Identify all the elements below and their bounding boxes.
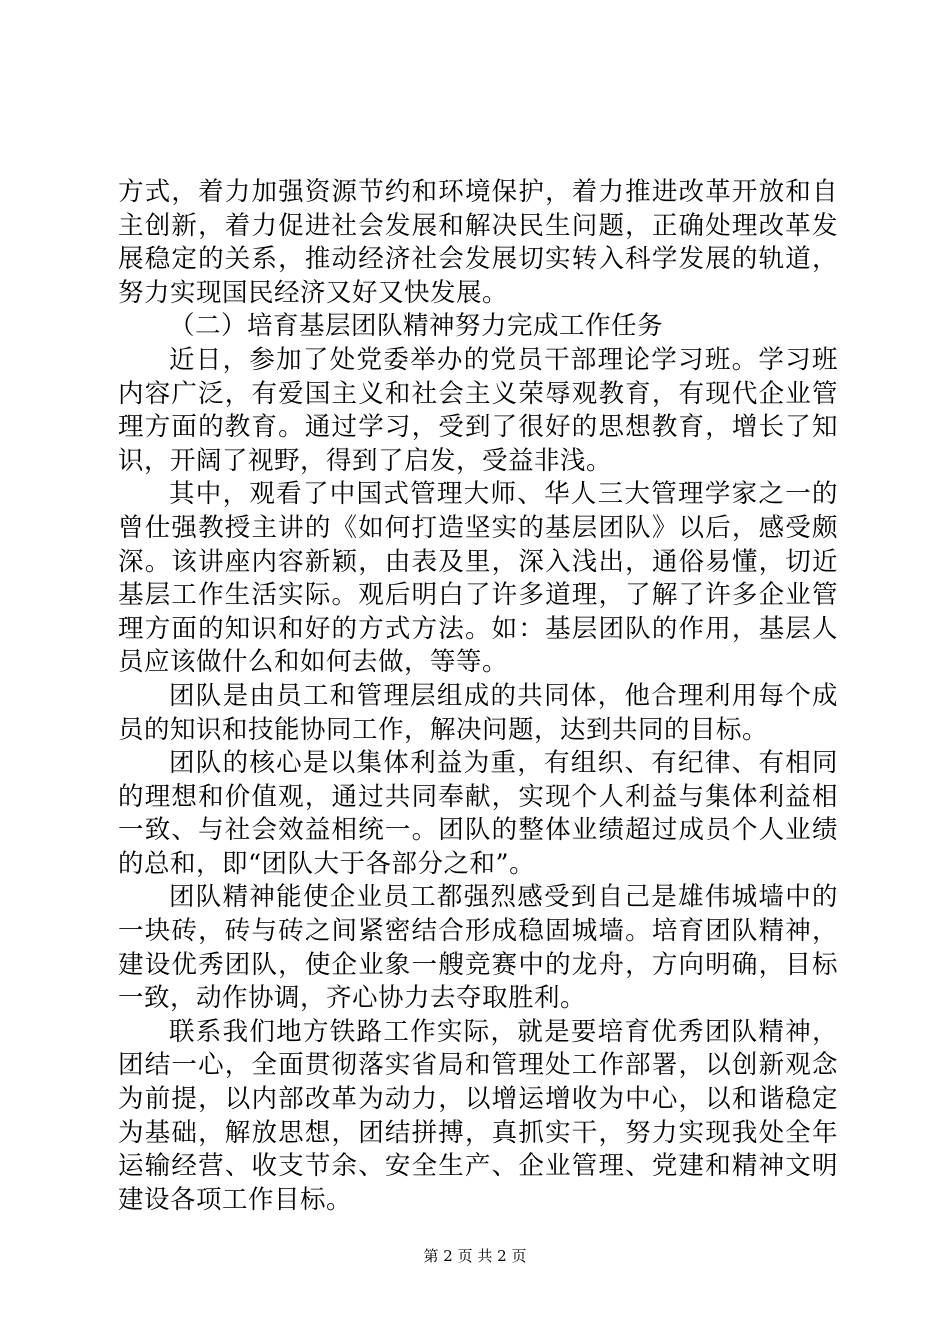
paragraph: 近日，参加了处党委举办的党员干部理论学习班。学习班内容广泛，有爱国主义和社会主义荣辱观教育，有现代企业管理方面的教育。通过学习，受到了很好的思想教育，增长了知识，开阔了视野，得到了启发，受益非浅。	[118, 344, 838, 476]
paragraph: 其中，观看了中国式管理大师、华人三大管理学家之一的曾仕强教授主讲的《如何打造坚实的基层团队》以后，感受颇深。该讲座内容新颖，由表及里，深入浅出，通俗易懂，切近基层工作生活实际。观后明白了许多道理，了解了许多企业管理方面的知识和好的方式方法。如：基层团队的作用，基层人员应该做什么和如何去做，等等。	[118, 479, 838, 678]
page-number-footer: 第 2 页 共 2 页	[423, 1247, 527, 1265]
paragraph: 团队的核心是以集体利益为重，有组织、有纪律、有相同的理想和价值观，通过共同奉献，实现个人利益与集体利益相一致、与社会效益相统一。团队的整体业绩超过成员个人业绩的总和，即“团队大于各部分之和”。	[118, 748, 838, 879]
paragraph: 团队是由员工和管理层组成的共同体，他合理利用每个成员的知识和技能协同工作，解决问题，达到共同的目标。	[118, 680, 838, 745]
paragraph: 联系我们地方铁路工作实际，就是要培育优秀团队精神，团结一心，全面贯彻落实省局和管理处工作部署，以创新观念为前提，以内部改革为动力，以增运增收为中心，以和谐稳定为基础，解放思想，团结拼搏，真抓实干，努力实现我处全年运输经营、收支节余、安全生产、企业管理、党建和精神文明建设各项工作目标。	[118, 1016, 838, 1215]
paragraph-continuation: 方式，着力加强资源节约和环境保护，着力推进改革开放和自主创新，着力促进社会发展和解决民生问题，正确处理改革发展稳定的关系，推动经济社会发展切实转入科学发展的轨道，努力实现国民经济又好又快发展。	[118, 177, 838, 308]
paragraph: 团队精神能使企业员工都强烈感受到自己是雄伟城墙中的一块砖，砖与砖之间紧密结合形成稳固城墙。培育团队精神，建设优秀团队，使企业象一艘竞赛中的龙舟，方向明确，目标一致，动作协调，齐心协力去夺取胜利。	[118, 882, 838, 1014]
section-heading: （二）培育基层团队精神努力完成工作任务	[169, 311, 664, 342]
document-body	[118, 176, 838, 1217]
